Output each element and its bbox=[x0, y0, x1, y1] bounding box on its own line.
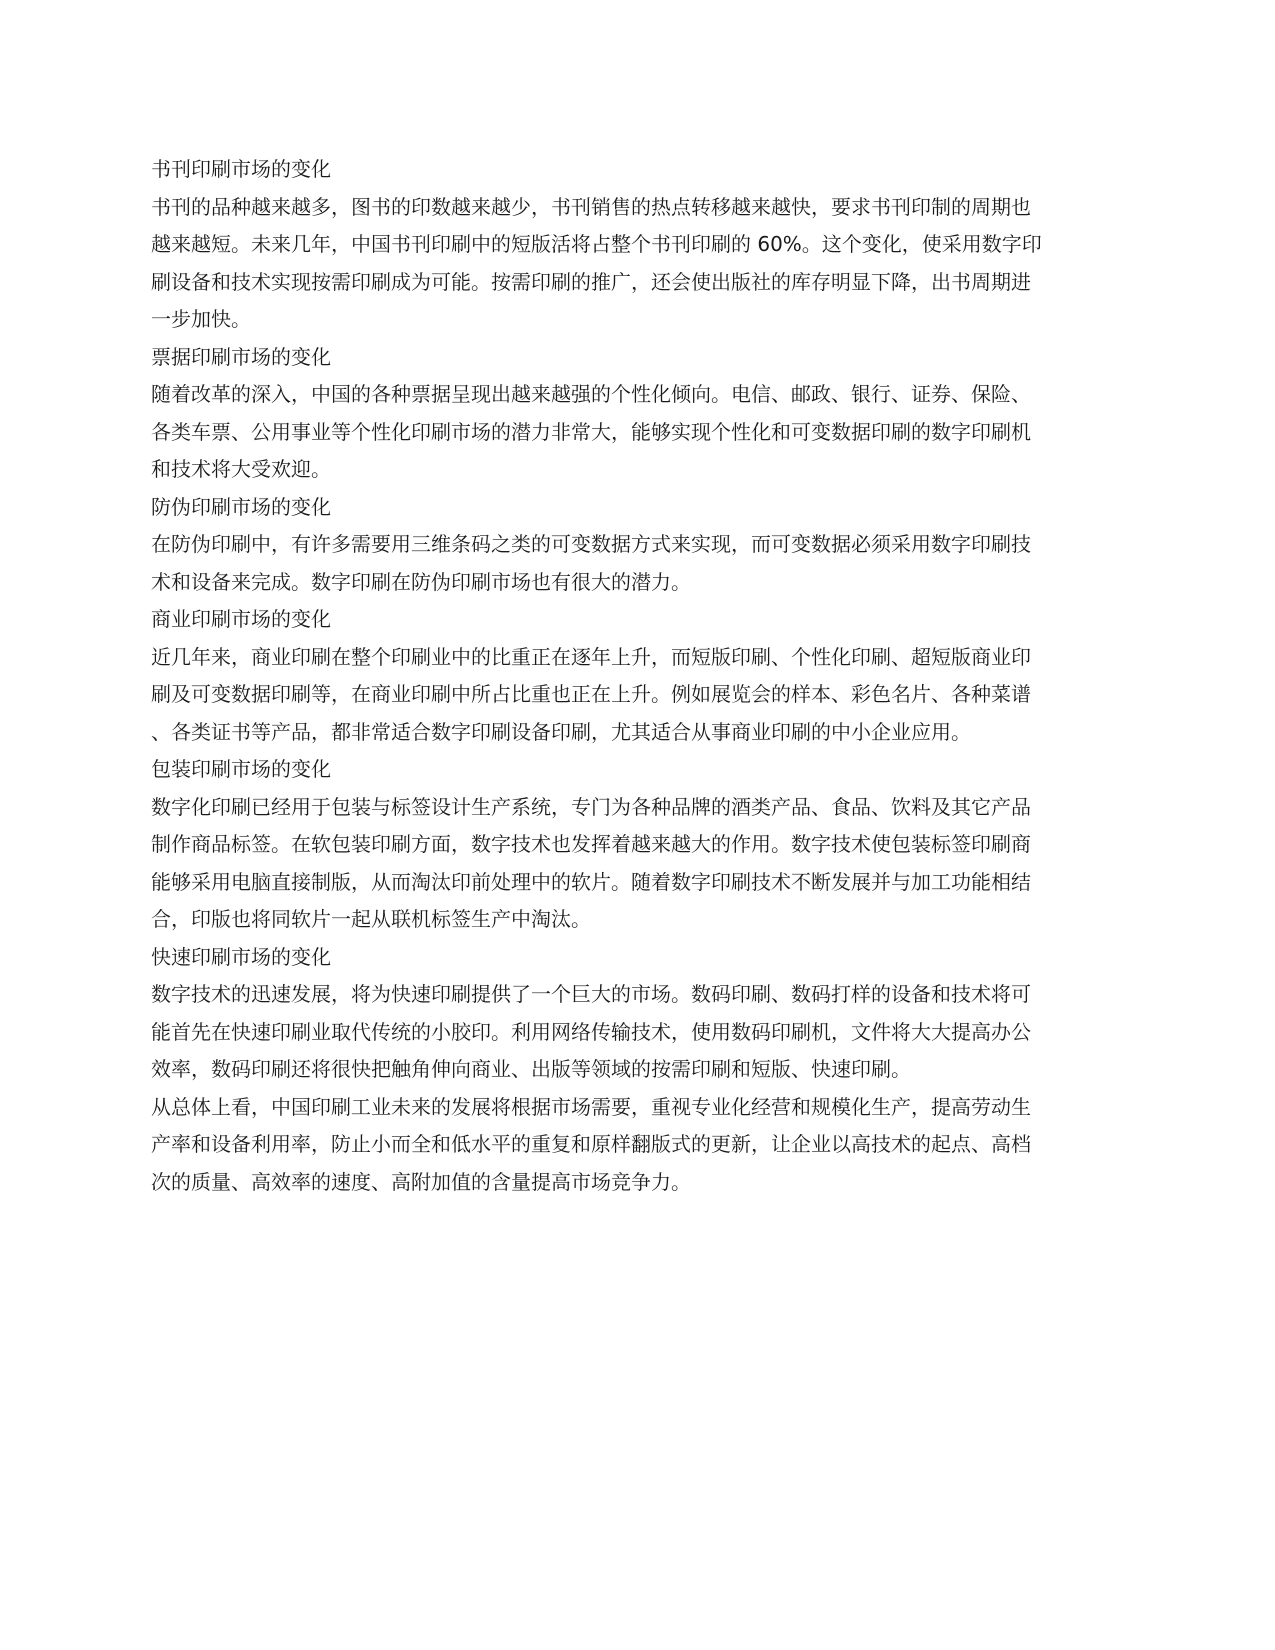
section-heading-commercial-printing: 商业印刷市场的变化 bbox=[151, 607, 331, 631]
body-text-line: 数字技术的迅速发展，将为快速印刷提供了一个巨大的市场。数码印刷、数码打样的设备和技术将可 bbox=[151, 982, 1031, 1006]
body-text-line: 合，印版也将同软片一起从联机标签生产中淘汰。 bbox=[151, 907, 591, 931]
body-text-line: 一步加快。 bbox=[151, 307, 251, 331]
conclusion-text-line: 次的质量、高效率的速度、高附加值的含量提高市场竞争力。 bbox=[151, 1169, 691, 1194]
body-text-line: 效率，数码印刷还将很快把触角伸向商业、出版等领域的按需印刷和短版、快速印刷。 bbox=[151, 1057, 911, 1081]
body-text-line: 各类车票、公用事业等个性化印刷市场的潜力非常大，能够实现个性化和可变数据印刷的数字印刷机 bbox=[151, 419, 1031, 444]
body-text-line: 制作商品标签。在软包装印刷方面，数字技术也发挥着越来越大的作用。数字技术使包装标签印刷商 bbox=[151, 832, 1031, 856]
section-heading-quick-printing: 快速印刷市场的变化 bbox=[151, 944, 331, 969]
conclusion-text-line: 从总体上看，中国印刷工业未来的发展将根据市场需要，重视专业化经营和规模化生产，提高劳动生 bbox=[151, 1094, 1031, 1119]
body-text-line: 和技术将大受欢迎。 bbox=[151, 457, 331, 481]
section-heading-ticket-printing: 票据印刷市场的变化 bbox=[151, 344, 331, 369]
section-heading-book-printing: 书刊印刷市场的变化 bbox=[151, 157, 331, 181]
body-text-line: 越来越短。未来几年，中国书刊印刷中的短版活将占整个书刊印刷的 60%。这个变化，使采用数字印 bbox=[151, 232, 1042, 256]
document-page bbox=[151, 151, 1121, 1201]
body-text-line: 刷设备和技术实现按需印刷成为可能。按需印刷的推广，还会使出版社的库存明显下降，出书周期进 bbox=[151, 269, 1031, 294]
body-text-line: 近几年来，商业印刷在整个印刷业中的比重正在逐年上升，而短版印刷、个性化印刷、超短版商业印 bbox=[151, 644, 1031, 669]
conclusion-text-line: 产率和设备利用率，防止小而全和低水平的重复和原样翻版式的更新，让企业以高技术的起点、高档 bbox=[151, 1132, 1031, 1156]
body-text-line: 在防伪印刷中，有许多需要用三维条码之类的可变数据方式来实现，而可变数据必须采用数字印刷技 bbox=[151, 532, 1031, 556]
section-heading-packaging-printing: 包装印刷市场的变化 bbox=[151, 757, 331, 781]
body-text-line: 书刊的品种越来越多，图书的印数越来越少，书刊销售的热点转移越来越快，要求书刊印制的周期也 bbox=[151, 194, 1031, 219]
body-text-line: 能够采用电脑直接制版，从而淘汰印前处理中的软片。随着数字印刷技术不断发展并与加工功能相结 bbox=[151, 869, 1031, 894]
section-heading-anticounterfeit-printing: 防伪印刷市场的变化 bbox=[151, 494, 331, 519]
body-text-line: 随着改革的深入，中国的各种票据呈现出越来越强的个性化倾向。电信、邮政、银行、证券、保险、 bbox=[151, 382, 1031, 406]
body-text-line: 、各类证书等产品，都非常适合数字印刷设备印刷，尤其适合从事商业印刷的中小企业应用。 bbox=[151, 719, 971, 744]
body-text-line: 数字化印刷已经用于包装与标签设计生产系统，专门为各种品牌的酒类产品、食品、饮料及其它产品 bbox=[151, 794, 1031, 819]
body-text-line: 刷及可变数据印刷等，在商业印刷中所占比重也正在上升。例如展览会的样本、彩色名片、各种菜谱 bbox=[151, 682, 1031, 706]
body-text-line: 术和设备来完成。数字印刷在防伪印刷市场也有很大的潜力。 bbox=[151, 569, 691, 594]
body-text-line: 能首先在快速印刷业取代传统的小胶印。利用网络传输技术，使用数码印刷机，文件将大大提高办公 bbox=[151, 1019, 1031, 1044]
